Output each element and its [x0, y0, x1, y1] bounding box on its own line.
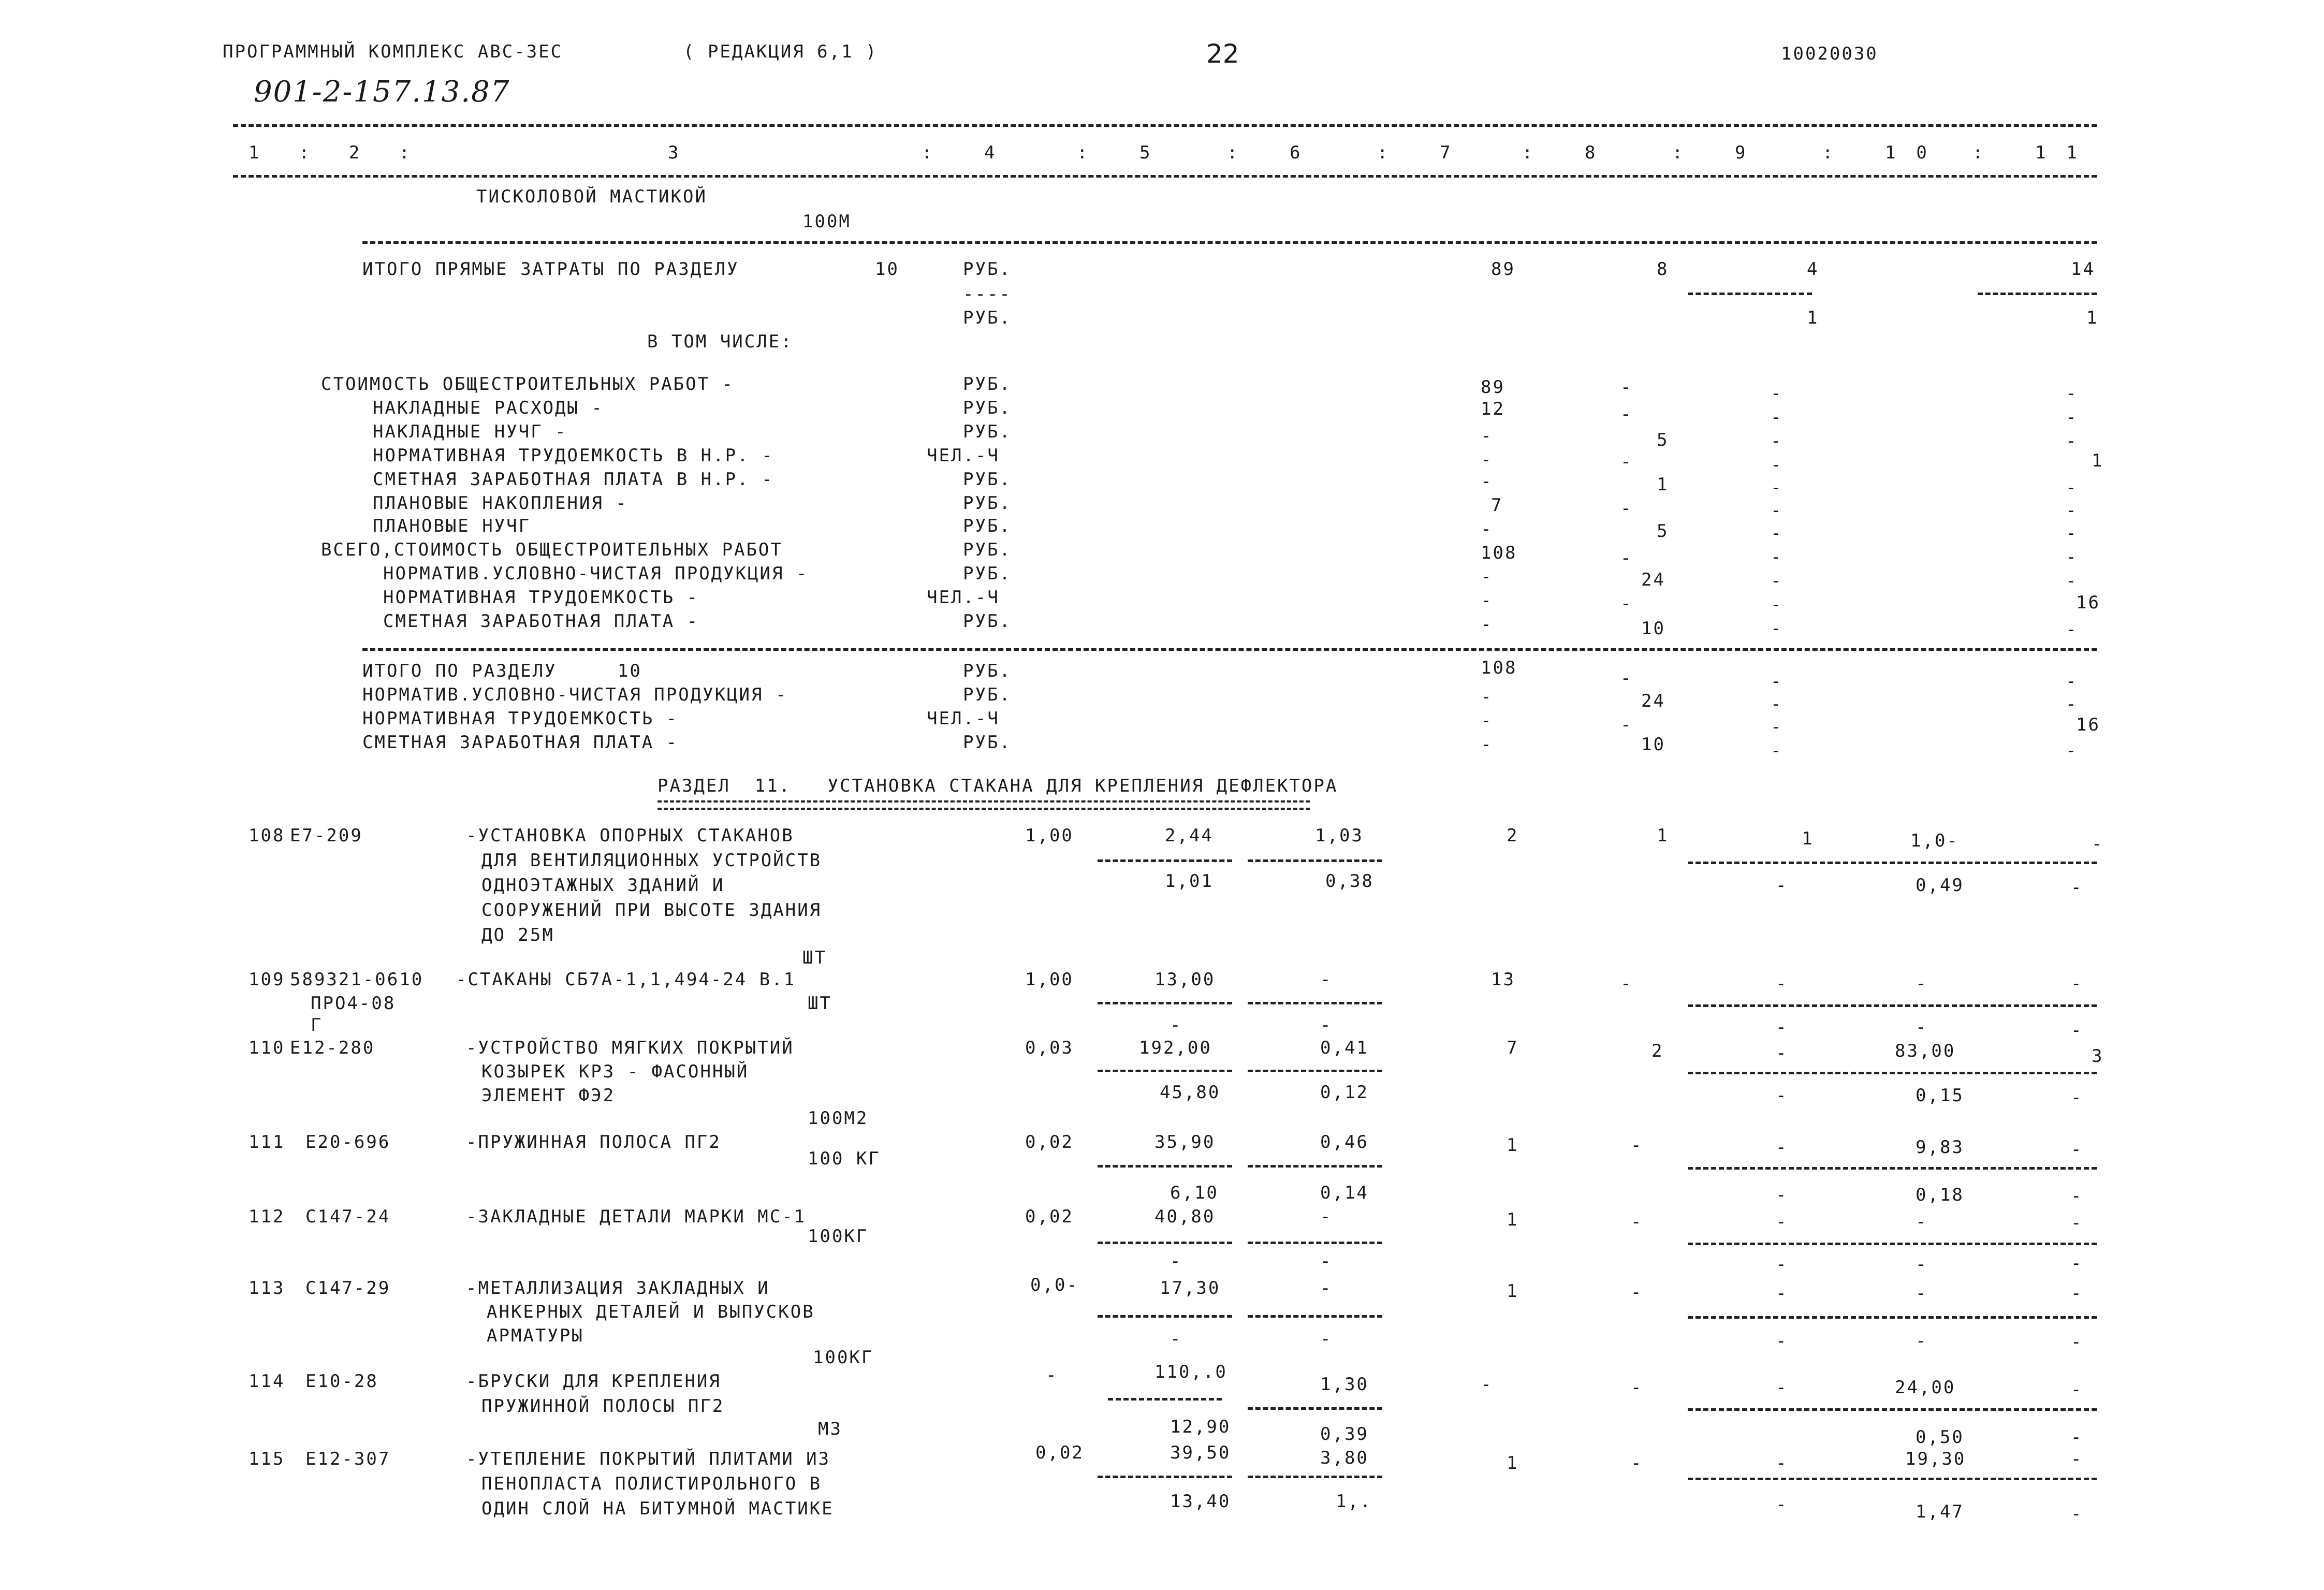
summary-c7: 108 — [1481, 658, 1517, 678]
item-c5b: - — [1170, 1015, 1182, 1035]
breakdown-c7: - — [1481, 519, 1493, 539]
summary-c11: 16 — [2076, 714, 2100, 735]
program-title: ПРОГРАММНЫЙ КОМПЛЕКС АВС-3ЕС — [223, 41, 563, 62]
item-c10: 19,30 — [1905, 1449, 1966, 1469]
item-c9: - — [1776, 1043, 1788, 1063]
item-unit-2: Г — [311, 1015, 323, 1035]
breakdown-c8: - — [1620, 377, 1633, 398]
item-c11: - — [2071, 1379, 2083, 1400]
col-11: : 11 — [1972, 142, 2098, 163]
section-11-title-underline — [657, 800, 1310, 810]
item-c7: 1 — [1507, 1135, 1519, 1156]
summary-unit: РУБ. — [963, 661, 1012, 681]
item-code: Е12-280 — [290, 1038, 375, 1058]
item-sub-rule — [1248, 1165, 1382, 1168]
breakdown-label: СМЕТНАЯ ЗАРАБОТНАЯ ПЛАТА - — [383, 611, 699, 632]
item-sub-rule — [1098, 1315, 1232, 1318]
summary-c8: 10 — [1641, 734, 1665, 755]
item-c10b: 1,47 — [1916, 1501, 1964, 1522]
breakdown-unit: РУБ. — [963, 611, 1012, 632]
breakdown-label: НОРМАТИВНАЯ ТРУДОЕМКОСТЬ В Н.Р. - — [373, 445, 774, 466]
col-4: : 4 — [922, 142, 1016, 163]
item-unit: 100КГ — [808, 1226, 869, 1247]
item-sub-rule — [1248, 1002, 1382, 1004]
summary-c9: - — [1771, 740, 1783, 761]
summary-c11: - — [2066, 671, 2078, 692]
item-c10b: 0,15 — [1916, 1085, 1964, 1106]
item-c6: 3,80 — [1320, 1448, 1369, 1468]
item-code: Е7-209 — [290, 825, 363, 846]
breakdown-c11: - — [2066, 477, 2078, 498]
item-c6b: 1,. — [1336, 1491, 1372, 1512]
item-unit: 100КГ — [813, 1347, 874, 1368]
summary-c8: 24 — [1641, 691, 1665, 711]
item-c11b: - — [2071, 1427, 2083, 1448]
breakdown-c7: 89 — [1481, 377, 1505, 398]
breakdown-c11: - — [2066, 383, 2078, 404]
breakdown-c7: 7 — [1491, 495, 1503, 516]
item-c9: - — [1776, 1283, 1788, 1304]
section-11-title: РАЗДЕЛ 11. УСТАНОВКА СТАКАНА ДЛЯ КРЕПЛЕНИЯ ДЕФЛЕКТОРА — [657, 776, 1338, 796]
item-desc-line: -СТАКАНЫ СБ7А-1,1,494-24 В.1 — [456, 969, 796, 990]
item-c7: 1 — [1507, 1209, 1519, 1230]
item-c7: - — [1481, 1374, 1493, 1395]
item-c6: 0,41 — [1320, 1038, 1369, 1058]
item-sub-rule — [1688, 862, 2097, 864]
breakdown-label: НАКЛАДНЫЕ РАСХОДЫ - — [373, 398, 604, 418]
item-sub-rule — [1248, 1476, 1382, 1478]
carry-over-line-2: 100М — [802, 211, 851, 232]
item-c9b: - — [1776, 1185, 1788, 1205]
item-c10: 83,00 — [1895, 1041, 1956, 1061]
item-c11: - — [2071, 1283, 2083, 1304]
breakdown-unit: РУБ. — [963, 421, 1012, 442]
item-c11: - — [2071, 1139, 2083, 1160]
item-c10: - — [1916, 1283, 1928, 1304]
breakdown-c8: - — [1620, 548, 1633, 568]
item-sub-rule — [1688, 1316, 2097, 1319]
item-c10b: - — [1916, 1254, 1928, 1275]
breakdown-c8: 24 — [1641, 570, 1665, 590]
breakdown-label: ВСЕГО,СТОИМОСТЬ ОБЩЕСТРОИТЕЛЬНЫХ РАБОТ — [321, 539, 783, 560]
page-number: 22 — [1206, 39, 1239, 69]
item-qty: 1,00 — [1025, 969, 1074, 990]
item-code: Е10-28 — [305, 1371, 378, 1392]
item-desc-line: -УСТАНОВКА ОПОРНЫХ СТАКАНОВ — [466, 825, 794, 846]
breakdown-c9: - — [1771, 523, 1783, 544]
item-c9b: - — [1776, 875, 1788, 896]
item-c10: 9,83 — [1916, 1137, 1964, 1158]
item-c6: 1,03 — [1315, 825, 1364, 846]
breakdown-c11: 16 — [2076, 592, 2100, 613]
breakdown-unit: ЧЕЛ.-Ч — [927, 445, 1000, 466]
item-c10: - — [1916, 1212, 1928, 1232]
item-qty: - — [1046, 1365, 1058, 1385]
breakdown-c7: - — [1481, 449, 1493, 470]
item-c11b: - — [2071, 877, 2083, 898]
item-c9b: - — [1776, 1331, 1788, 1351]
direct-costs-sub-rule-9 — [1688, 293, 1812, 295]
item-desc-line: ПЕНОПЛАСТА ПОЛИСТИРОЛЬНОГО В — [481, 1474, 822, 1494]
col-1-2: 1 : 2 : — [249, 142, 425, 163]
breakdown-label: ПЛАНОВЫЕ НАКОПЛЕНИЯ - — [373, 493, 628, 514]
breakdown-unit: ЧЕЛ.-Ч — [927, 587, 1000, 608]
breakdown-c11: 1 — [2092, 450, 2104, 471]
item-sub-rule — [1688, 1478, 2097, 1480]
breakdown-c9: - — [1771, 594, 1783, 615]
item-c10b: - — [1916, 1017, 1928, 1038]
breakdown-unit: РУБ. — [963, 563, 1012, 584]
breakdown-unit: РУБ. — [963, 469, 1012, 490]
summary-c7: - — [1481, 734, 1493, 755]
breakdown-label: НОРМАТИВНАЯ ТРУДОЕМКОСТЬ - — [383, 587, 699, 608]
item-c10b: 0,49 — [1916, 875, 1964, 896]
item-desc-line: -ЗАКЛАДНЫЕ ДЕТАЛИ МАРКИ МС-1 — [466, 1206, 807, 1227]
item-desc-line: ДО 25М — [481, 925, 554, 945]
breakdown-c8: - — [1620, 593, 1633, 614]
item-desc-line: -ПРУЖИННАЯ ПОЛОСА ПГ2 — [466, 1132, 721, 1153]
summary-c9: - — [1771, 694, 1783, 714]
item-no: 115 — [249, 1449, 285, 1469]
breakdown-c8: 5 — [1657, 521, 1669, 542]
item-sub-rule — [1248, 1315, 1382, 1318]
item-c7: 2 — [1507, 825, 1519, 846]
summary-rule — [362, 648, 2097, 651]
col-5: : 5 — [1077, 142, 1171, 163]
summary-c8: - — [1620, 668, 1633, 689]
item-c8: - — [1631, 1212, 1643, 1232]
summary-unit: ЧЕЛ.-Ч — [927, 708, 1000, 729]
direct-costs-c11: 14 — [2071, 259, 2095, 280]
item-qty: 0,02 — [1025, 1206, 1074, 1227]
direct-costs-unit: РУБ. — [963, 259, 1012, 280]
item-c11b: - — [2071, 1087, 2083, 1108]
item-c8: - — [1620, 973, 1633, 994]
summary-label: СМЕТНАЯ ЗАРАБОТНАЯ ПЛАТА - — [362, 732, 679, 753]
item-c10: - — [1916, 973, 1928, 994]
breakdown-unit: РУБ. — [963, 398, 1012, 418]
breakdown-c8: 1 — [1657, 474, 1669, 495]
item-unit: 100 КГ — [808, 1148, 881, 1169]
direct-costs-c9b: 1 — [1807, 308, 1819, 328]
item-qty: 0,03 — [1025, 1038, 1074, 1058]
item-c6b: 0,39 — [1320, 1424, 1369, 1445]
breakdown-c7: - — [1481, 590, 1493, 611]
item-no: 113 — [249, 1278, 285, 1299]
item-c6b: - — [1320, 1015, 1333, 1035]
item-c5b: 45,80 — [1160, 1082, 1221, 1103]
including-label: В ТОМ ЧИСЛЕ: — [647, 331, 793, 352]
item-no: 109 — [249, 969, 285, 990]
item-sub-rule — [1098, 859, 1232, 862]
header-rule-top — [233, 124, 2097, 127]
item-desc-line: ЭЛЕМЕНТ ФЭ2 — [481, 1085, 616, 1106]
breakdown-c11: - — [2066, 571, 2078, 591]
direct-costs-unit-dash: ---- — [963, 284, 1012, 304]
item-no: 114 — [249, 1371, 285, 1392]
breakdown-c9: - — [1771, 618, 1783, 639]
breakdown-c9: - — [1771, 477, 1783, 498]
item-c5b: 6,10 — [1170, 1183, 1219, 1203]
item-unit: М3 — [818, 1419, 842, 1439]
document-code: 10020030 — [1781, 43, 1878, 64]
item-sub-rule — [1688, 1408, 2097, 1411]
item-c5: 39,50 — [1170, 1442, 1231, 1463]
breakdown-c11: - — [2066, 431, 2078, 451]
direct-costs-c7: 89 — [1491, 259, 1515, 280]
item-c8: - — [1631, 1135, 1643, 1156]
breakdown-c7: - — [1481, 566, 1493, 587]
breakdown-c8: - — [1620, 498, 1633, 519]
col-8: : 8 — [1522, 142, 1616, 163]
breakdown-unit: РУБ. — [963, 493, 1012, 514]
item-c7: 7 — [1507, 1038, 1519, 1058]
item-unit: 100М2 — [808, 1108, 869, 1129]
summary-c11: - — [2066, 694, 2078, 714]
item-c9b: - — [1776, 1254, 1788, 1275]
item-no: 110 — [249, 1038, 285, 1058]
item-c10: 1,0- — [1910, 830, 1959, 851]
breakdown-c7: - — [1481, 614, 1493, 635]
breakdown-c11: - — [2066, 619, 2078, 640]
col-3: 3 — [668, 142, 680, 163]
item-c5b: 12,90 — [1170, 1417, 1231, 1437]
direct-costs-unit-2: РУБ. — [963, 308, 1012, 328]
item-sub-rule — [1248, 1242, 1382, 1244]
item-c6: - — [1320, 1206, 1333, 1227]
item-c5: 13,00 — [1154, 969, 1216, 990]
item-c8: - — [1631, 1453, 1643, 1474]
item-c6: 0,46 — [1320, 1132, 1369, 1153]
item-c9: - — [1776, 1453, 1788, 1474]
breakdown-label: СТОИМОСТЬ ОБЩЕСТРОИТЕЛЬНЫХ РАБОТ - — [321, 374, 734, 395]
item-qty: 0,02 — [1025, 1132, 1074, 1153]
breakdown-unit: РУБ. — [963, 539, 1012, 560]
breakdown-c11: - — [2066, 547, 2078, 567]
item-desc-line: ОДИН СЛОЙ НА БИТУМНОЙ МАСТИКЕ — [481, 1498, 834, 1519]
item-c11: - — [2071, 973, 2083, 994]
item-c7: 1 — [1507, 1453, 1519, 1474]
breakdown-c8: - — [1620, 404, 1633, 425]
item-sub-rule — [1688, 1004, 2097, 1007]
item-sub-rule — [1688, 1072, 2097, 1074]
direct-costs-title: ИТОГО ПРЯМЫЕ ЗАТРАТЫ ПО РАЗДЕЛУ — [362, 259, 739, 280]
item-c9: - — [1776, 1377, 1788, 1398]
item-c9: - — [1776, 973, 1788, 994]
item-desc-line: ОДНОЭТАЖНЫХ ЗДАНИЙ И — [481, 875, 725, 896]
item-c10: 24,00 — [1895, 1377, 1956, 1398]
item-unit: ШТ — [808, 993, 832, 1014]
item-sub-rule — [1248, 1070, 1382, 1072]
item-c11: - — [2071, 1213, 2083, 1233]
breakdown-c11: - — [2066, 523, 2078, 544]
item-c11b: - — [2071, 1020, 2083, 1041]
item-c8: 1 — [1657, 825, 1669, 846]
item-sub-rule — [1098, 1002, 1232, 1004]
item-c5b: 1,01 — [1165, 871, 1214, 892]
col-9: : 9 — [1672, 142, 1766, 163]
item-c6b: 0,12 — [1320, 1082, 1369, 1103]
item-desc-line: АРМАТУРЫ — [487, 1325, 584, 1346]
item-desc-line: -УТЕПЛЕНИЕ ПОКРЫТИЙ ПЛИТАМИ ИЗ — [466, 1449, 831, 1469]
breakdown-c11: - — [2066, 500, 2078, 521]
header-rule-bottom — [233, 175, 2097, 178]
item-c5: 192,00 — [1139, 1038, 1212, 1058]
col-7: : 7 — [1377, 142, 1471, 163]
direct-costs-c11b: 1 — [2086, 308, 2099, 328]
breakdown-c9: - — [1771, 431, 1783, 451]
item-sub-rule — [1098, 1070, 1232, 1072]
item-qty: 0,02 — [1035, 1442, 1084, 1463]
breakdown-c8: 5 — [1657, 430, 1669, 450]
item-desc-line: ПРУЖИННОЙ ПОЛОСЫ ПГ2 — [481, 1396, 725, 1417]
breakdown-c7: 12 — [1481, 399, 1505, 419]
breakdown-label: НОРМАТИВ.УСЛОВНО-ЧИСТАЯ ПРОДУКЦИЯ - — [383, 563, 809, 584]
item-no: 111 — [249, 1132, 285, 1153]
item-c6: - — [1320, 1278, 1333, 1299]
edition-label: ( РЕДАКЦИЯ 6,1 ) — [683, 41, 878, 62]
summary-c11: - — [2066, 740, 2078, 761]
direct-costs-section-no: 10 — [875, 259, 899, 280]
item-desc-line: ПРО4-08 — [311, 993, 396, 1014]
item-no: 108 — [249, 825, 285, 846]
item-sub-rule — [1098, 1242, 1232, 1244]
item-c9b: - — [1776, 1085, 1788, 1106]
item-no: 112 — [249, 1206, 285, 1227]
summary-c7: - — [1481, 687, 1493, 707]
direct-costs-c9: 4 — [1807, 259, 1819, 280]
item-desc-line: -БРУСКИ ДЛЯ КРЕПЛЕНИЯ — [466, 1371, 721, 1392]
carry-over-line-1: ТИСКОЛОВОЙ МАСТИКОЙ — [476, 186, 707, 207]
item-c6b: 0,38 — [1325, 871, 1374, 892]
breakdown-label: ПЛАНОВЫЕ НУЧГ — [373, 516, 531, 536]
item-c6b: 0,14 — [1320, 1183, 1369, 1203]
item-code: Е20-696 — [305, 1132, 391, 1153]
summary-label: ИТОГО ПО РАЗДЕЛУ 10 — [362, 661, 642, 681]
item-c11: - — [2092, 834, 2104, 854]
breakdown-c7: 108 — [1481, 543, 1517, 563]
item-c9b: - — [1776, 1017, 1788, 1038]
breakdown-c8: - — [1620, 451, 1633, 472]
item-c10b: - — [1916, 1331, 1928, 1351]
item-c9: - — [1776, 1212, 1788, 1232]
summary-c9: - — [1771, 671, 1783, 692]
item-c8: - — [1631, 1377, 1643, 1398]
item-desc-line: СООРУЖЕНИЙ ПРИ ВЫСОТЕ ЗДАНИЯ — [481, 900, 822, 921]
item-c11b: - — [2071, 1186, 2083, 1206]
summary-c8: - — [1620, 714, 1633, 735]
item-c5b: - — [1170, 1329, 1182, 1349]
item-c11b: - — [2071, 1504, 2083, 1524]
item-c5b: - — [1170, 1251, 1182, 1272]
handwritten-project-code: 901-2-157.13.87 — [254, 75, 510, 109]
breakdown-c9: - — [1771, 571, 1783, 591]
item-c5: 17,30 — [1160, 1278, 1221, 1299]
item-c8: 2 — [1651, 1041, 1664, 1061]
direct-costs-c8: 8 — [1657, 259, 1669, 280]
item-c5: 40,80 — [1154, 1206, 1216, 1227]
direct-costs-sub-rule-11 — [1978, 293, 2097, 295]
col-6: : 6 — [1227, 142, 1321, 163]
item-c6b: - — [1320, 1329, 1333, 1349]
item-sub-rule — [1248, 1407, 1382, 1410]
item-c8: - — [1631, 1282, 1643, 1303]
summary-label: НОРМАТИВ.УСЛОВНО-ЧИСТАЯ ПРОДУКЦИЯ - — [362, 684, 788, 705]
item-c5: 110,.0 — [1154, 1362, 1227, 1382]
item-c6: 1,30 — [1320, 1374, 1369, 1395]
item-c5b: 13,40 — [1170, 1491, 1231, 1512]
item-c6: - — [1320, 969, 1333, 990]
item-code: С147-24 — [305, 1206, 391, 1227]
item-sub-rule — [1248, 859, 1382, 862]
item-unit: ШТ — [802, 947, 827, 968]
item-c9: 1 — [1802, 828, 1814, 849]
item-code: 589321-0610 — [290, 969, 424, 990]
item-sub-rule — [1108, 1398, 1222, 1401]
item-c10b: 0,18 — [1916, 1185, 1964, 1205]
summary-unit: РУБ. — [963, 684, 1012, 705]
item-c9: - — [1776, 1137, 1788, 1158]
item-c10b: 0,50 — [1916, 1427, 1964, 1448]
item-sub-rule — [1688, 1167, 2097, 1170]
item-c5: 35,90 — [1154, 1132, 1216, 1153]
breakdown-c9: - — [1771, 547, 1783, 567]
item-c7: 13 — [1491, 969, 1515, 990]
breakdown-label: НАКЛАДНЫЕ НУЧГ - — [373, 421, 567, 442]
breakdown-label: СМЕТНАЯ ЗАРАБОТНАЯ ПЛАТА В Н.Р. - — [373, 469, 774, 490]
item-sub-rule — [1098, 1476, 1232, 1478]
breakdown-unit: РУБ. — [963, 516, 1012, 536]
breakdown-c9: - — [1771, 500, 1783, 521]
item-desc-line: -УСТРОЙСТВО МЯГКИХ ПОКРЫТИЙ — [466, 1038, 794, 1058]
breakdown-c9: - — [1771, 407, 1783, 428]
summary-label: НОРМАТИВНАЯ ТРУДОЕМКОСТЬ - — [362, 708, 679, 729]
breakdown-c11: - — [2066, 407, 2078, 428]
breakdown-c9: - — [1771, 455, 1783, 475]
col-10: : 10 — [1822, 142, 1948, 163]
item-sub-rule — [1688, 1243, 2097, 1245]
breakdown-c9: - — [1771, 383, 1783, 404]
summary-c9: - — [1771, 717, 1783, 737]
item-c5: 2,44 — [1165, 825, 1214, 846]
item-sub-rule — [1098, 1165, 1232, 1168]
breakdown-c7: - — [1481, 471, 1493, 492]
item-code: Е12-307 — [305, 1449, 391, 1469]
breakdown-c8: 10 — [1641, 618, 1665, 639]
item-qty: 0,0- — [1030, 1275, 1079, 1295]
breakdown-unit: РУБ. — [963, 374, 1012, 395]
totals-rule — [362, 241, 2097, 244]
item-desc-line: ДЛЯ ВЕНТИЛЯЦИОННЫХ УСТРОЙСТВ — [481, 850, 822, 871]
summary-unit: РУБ. — [963, 732, 1012, 753]
summary-c7: - — [1481, 710, 1493, 731]
item-c11: - — [2071, 1449, 2083, 1469]
item-c9b: - — [1776, 1494, 1788, 1515]
item-desc-line: -МЕТАЛЛИЗАЦИЯ ЗАКЛАДНЫХ И — [466, 1278, 770, 1299]
item-c6b: - — [1320, 1251, 1333, 1272]
item-qty: 1,00 — [1025, 825, 1074, 846]
item-c11b: - — [2071, 1332, 2083, 1352]
item-c11b: - — [2071, 1253, 2083, 1274]
item-code: С147-29 — [305, 1278, 391, 1299]
breakdown-c7: - — [1481, 426, 1493, 446]
item-c7: 1 — [1507, 1281, 1519, 1302]
item-c11: 3 — [2092, 1046, 2104, 1067]
item-desc-line: АНКЕРНЫХ ДЕТАЛЕЙ И ВЫПУСКОВ — [487, 1302, 815, 1322]
item-desc-line: КОЗЫРЕК КРЗ - ФАСОННЫЙ — [481, 1061, 749, 1082]
